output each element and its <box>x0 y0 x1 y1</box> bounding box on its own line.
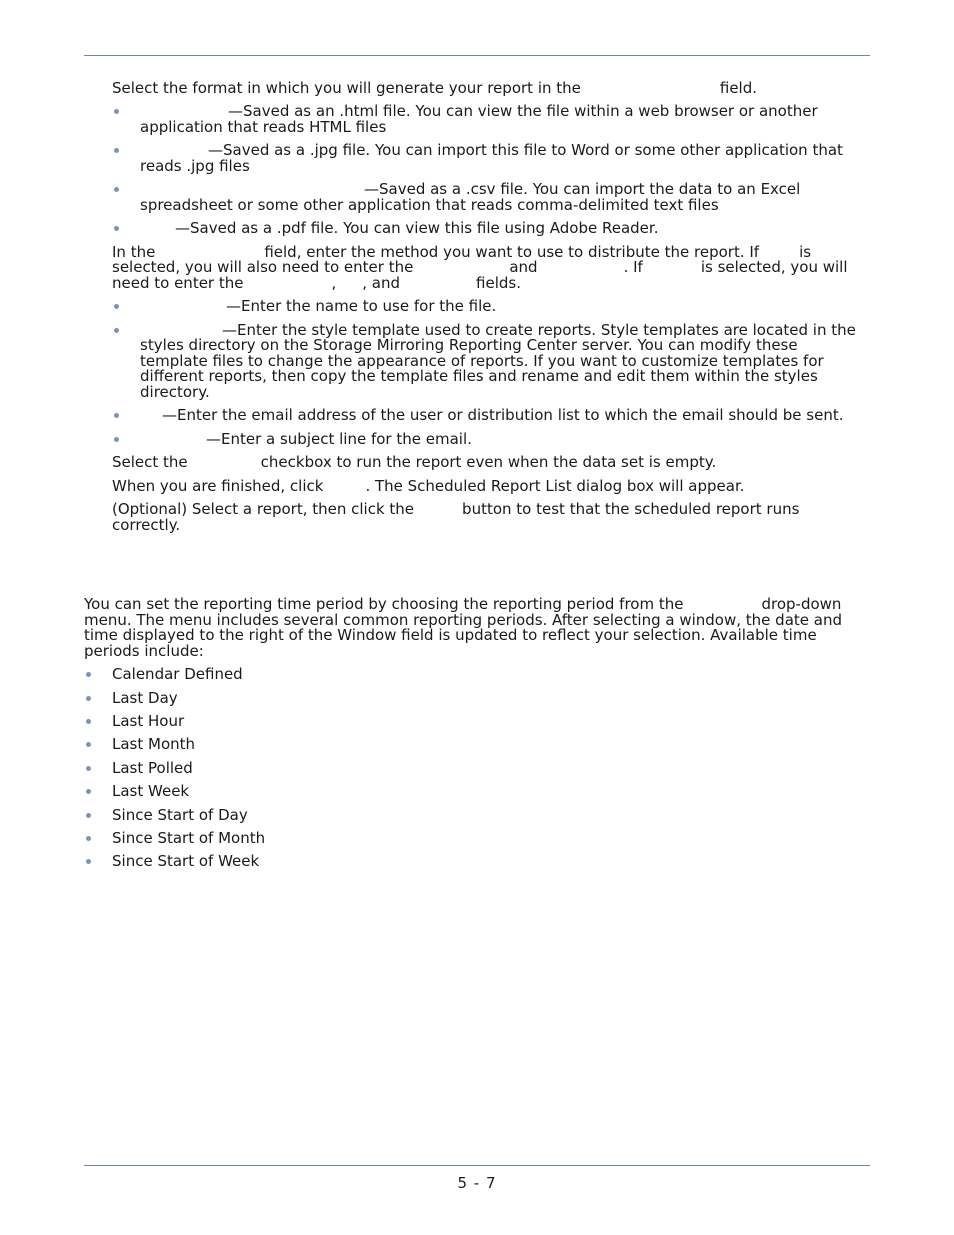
finish-step-text: . The Scheduled Report List dialog box will appear. <box>365 477 745 495</box>
distribution-text: In the <box>112 243 156 261</box>
format-intro <box>112 81 757 97</box>
bullet-dot <box>86 672 91 677</box>
optional-step-text: button to test that the scheduled report runs <box>462 500 800 518</box>
period-para-line3: time displayed to the right of the Window field is updated to reflect your selection. Available time <box>84 626 817 644</box>
field-style-line1: —Enter the style template used to create reports. Style templates are located in the <box>222 321 856 339</box>
format-jpg-line2: reads .jpg files <box>140 157 250 175</box>
format-csv-line1: —Saved as a .csv file. You can import the data to an Excel <box>364 180 801 198</box>
field-filename-line1: —Enter the name to use for the file. <box>226 297 497 315</box>
field-style-line5: directory. <box>140 383 210 401</box>
field-style-line2: styles directory on the Storage Mirroring Reporting Center server. You can modify these <box>140 336 798 354</box>
period-para-line4: periods include: <box>84 642 204 660</box>
period-para-line2: menu. The menu includes several common reporting periods. After selecting a window, the date and <box>84 611 842 629</box>
distribution-text: , and <box>362 274 401 292</box>
period-item: Last Week <box>112 782 190 800</box>
format-intro-tail: field. <box>719 79 758 97</box>
period-item: Calendar Defined <box>112 665 243 683</box>
bullet-dot <box>86 696 91 701</box>
format-intro-text: Select the format in which you will generate your report in the <box>112 79 581 97</box>
bullet-dot <box>114 226 119 231</box>
checkbox-step-text: checkbox to run the report even when the data set is empty. <box>260 453 717 471</box>
period-item: Last Day <box>112 689 178 707</box>
bullet-dot <box>86 813 91 818</box>
field-style-line4: different reports, then copy the template files and rename and edit them within the styles <box>140 367 818 385</box>
format-jpg-line1: —Saved as a .jpg file. You can import this file to Word or some other application that <box>208 141 843 159</box>
field-email-line1: —Enter the email address of the user or distribution list to which the email should be sent. <box>162 406 844 424</box>
period-item: Since Start of Day <box>112 806 248 824</box>
optional-step-text: (Optional) Select a report, then click the <box>112 500 415 518</box>
bullet-dot <box>86 742 91 747</box>
format-html-line2: application that reads HTML files <box>140 118 387 136</box>
distribution-text: fields. <box>476 274 521 292</box>
distribution-text: selected, you will also need to enter the <box>112 258 414 276</box>
bullet-dot <box>114 187 119 192</box>
bullet-dot <box>86 836 91 841</box>
optional-step-line1 <box>112 502 799 518</box>
distribution-text: . If <box>623 258 643 276</box>
bullet-dot <box>86 719 91 724</box>
format-html-line1: —Saved as an .html file. You can view the file within a web browser or another <box>228 102 818 120</box>
checkbox-step <box>112 455 716 471</box>
distribution-text: need to enter the <box>112 274 244 292</box>
distribution-text: and <box>509 258 538 276</box>
period-item: Since Start of Week <box>112 852 260 870</box>
field-subject-line1: —Enter a subject line for the email. <box>206 430 472 448</box>
finish-step-text: When you are finished, click <box>112 477 324 495</box>
distribution-text: is <box>799 243 812 261</box>
format-pdf-line1: —Saved as a .pdf file. You can view this file using Adobe Reader. <box>175 219 659 237</box>
distribution-text: field, enter the method you want to use to distribute the report. If <box>264 243 760 261</box>
optional-step-line2: correctly. <box>112 516 181 534</box>
bullet-dot <box>114 109 119 114</box>
footer-rule <box>84 1165 870 1166</box>
bullet-dot <box>86 789 91 794</box>
bullet-dot <box>114 328 119 333</box>
bullet-dot <box>114 437 119 442</box>
header-rule <box>84 55 870 56</box>
distribution-text: is selected, you will <box>700 258 848 276</box>
checkbox-step-text: Select the <box>112 453 188 471</box>
distribution-text: , <box>331 274 337 292</box>
bullet-dot <box>86 766 91 771</box>
period-para-text: drop-down <box>761 595 842 613</box>
period-item: Since Start of Month <box>112 829 266 847</box>
period-item: Last Hour <box>112 712 185 730</box>
period-item: Last Month <box>112 735 196 753</box>
bullet-dot <box>114 304 119 309</box>
finish-step <box>112 479 745 495</box>
bullet-dot <box>114 413 119 418</box>
format-csv-line2: spreadsheet or some other application that reads comma-delimited text files <box>140 196 719 214</box>
bullet-dot <box>114 148 119 153</box>
bullet-dot <box>86 859 91 864</box>
period-para-text: You can set the reporting time period by choosing the reporting period from the <box>84 595 684 613</box>
page-number: 5 - 7 <box>457 1174 497 1192</box>
period-item: Last Polled <box>112 759 193 777</box>
field-style-line3: template files to change the appearance of reports. If you want to customize templates for <box>140 352 824 370</box>
distribution-line3 <box>112 276 521 292</box>
